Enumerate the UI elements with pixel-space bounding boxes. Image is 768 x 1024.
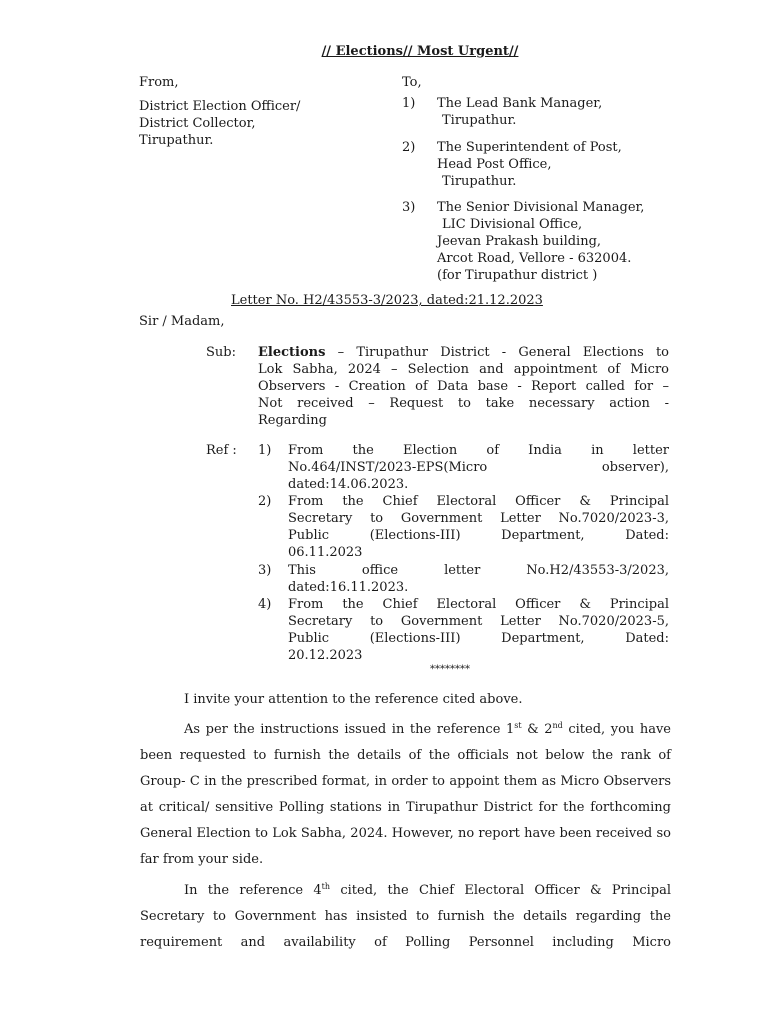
subject-label: Sub: — [206, 345, 236, 360]
recipient-line: The Lead Bank Manager, — [437, 96, 603, 111]
recipient-line: Tirupathur. — [442, 113, 517, 128]
reference-line: From the Chief Electoral Officer & Principal — [288, 597, 669, 612]
from-line: Tirupathur. — [139, 133, 214, 148]
paragraph-text: & 2 — [521, 722, 553, 737]
reference-number: 3) — [258, 563, 272, 578]
reference-line: From the Chief Electoral Officer & Principal — [288, 494, 669, 509]
subject-text — [258, 344, 669, 429]
body-paragraph — [140, 717, 671, 873]
reference-number: 2) — [258, 494, 272, 509]
recipient-line: (for Tirupathur district ) — [437, 268, 598, 283]
superscript: nd — [552, 721, 563, 730]
reference-line: No.464/INST/2023-EPS(Micro observer), — [288, 460, 669, 475]
recipient-number: 2) — [402, 140, 416, 155]
from-line: District Election Officer/ — [139, 99, 301, 114]
separator: ******** — [430, 664, 470, 675]
recipient-number: 1) — [402, 96, 416, 111]
document-title: // Elections// Most Urgent// — [321, 44, 519, 59]
paragraph-text: cited, you have been requested to furnish the details of the officials not below the rank of Group- C in the prescribed format, in order to appoint them as Micro Observers at critical/ sensitive Polling stations in Tirupathur District for the forthcoming General Election to Lok Sabha, 2024. However, no report have been received so far from your side. — [140, 722, 671, 867]
paragraph-text: As per the instructions issued in the reference 1 — [184, 722, 515, 737]
recipient-line: LIC Divisional Office, — [442, 217, 583, 232]
from-label: From, — [139, 75, 179, 90]
reference-line: Secretary to Government Letter No.7020/2023-5, — [288, 614, 669, 629]
recipient-line: Arcot Road, Vellore - 632004. — [437, 251, 632, 266]
reference-line: 06.11.2023 — [288, 545, 363, 560]
reference-line: dated:14.06.2023. — [288, 477, 409, 492]
reference-line: Public (Elections-III) Department, Dated: — [288, 528, 669, 543]
subject-bold-word: Elections — [258, 345, 326, 360]
reference-number: 4) — [258, 597, 272, 612]
reference-line: dated:16.11.2023. — [288, 580, 409, 595]
reference-line: 20.12.2023 — [288, 648, 363, 663]
from-block — [139, 74, 300, 149]
reference-line: Secretary to Government Letter No.7020/2023-3, — [288, 511, 669, 526]
subject-line: Lok Sabha, 2024 – Selection and appointment of Micro — [258, 362, 669, 377]
subject-line: Observers - Creation of Data base - Report called for – — [258, 379, 669, 394]
recipient-line: The Superintendent of Post, — [437, 140, 622, 155]
body-paragraph — [140, 878, 671, 956]
recipient-line: Tirupathur. — [442, 174, 517, 189]
reference-line: Public (Elections-III) Department, Dated: — [288, 631, 669, 646]
recipient-line: Head Post Office, — [437, 157, 552, 172]
superscript: st — [514, 721, 522, 730]
reference-label: Ref : — [206, 443, 237, 458]
reference-line: This office letter No.H2/43553-3/2023, — [288, 563, 669, 578]
from-line: District Collector, — [139, 116, 256, 131]
to-label: To, — [402, 75, 422, 90]
subject-line: Regarding — [258, 413, 327, 428]
reference-number: 1) — [258, 443, 272, 458]
subject-line: Not received – Request to take necessary action - — [258, 396, 669, 411]
letter-number: Letter No. H2/43553-3/2023, dated:21.12.2023 — [231, 293, 543, 308]
recipient-line: Jeevan Prakash building, — [437, 234, 602, 249]
salutation: Sir / Madam, — [139, 314, 225, 329]
body-paragraph: I invite your attention to the reference cited above. — [184, 692, 523, 707]
reference-line: From the Election of India in letter — [288, 443, 669, 458]
superscript: th — [321, 882, 331, 891]
recipient-number: 3) — [402, 200, 416, 215]
paragraph-text: In the reference 4 — [184, 883, 322, 898]
recipient-line: The Senior Divisional Manager, — [437, 200, 645, 215]
subject-line: – Tirupathur District - General Elections to — [337, 345, 669, 360]
paragraph-text: cited, the Chief Electoral Officer & Principal Secretary to Government has insisted to furnish the details regarding the requirement and availability of Polling Personnel including Micro — [140, 883, 671, 950]
